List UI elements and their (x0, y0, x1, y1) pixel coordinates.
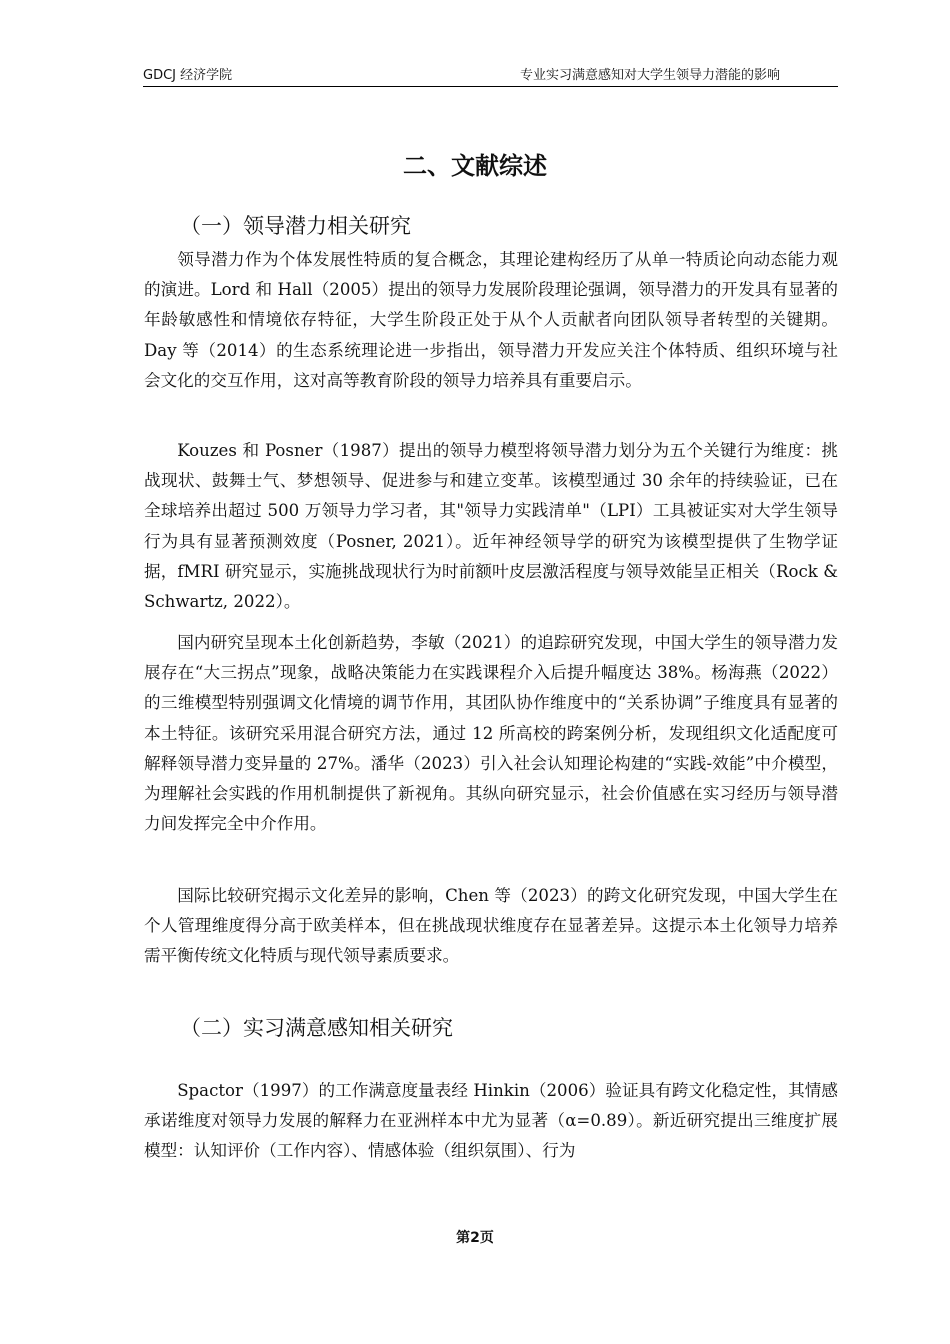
page-number: 第2页 (456, 1230, 494, 1246)
header-thesis-title: 专业实习满意感知对大学生领导力潜能的影响 (519, 68, 780, 83)
chapter-title: 二、文献综述 (403, 152, 547, 180)
header-school-name: GDCJ 经济学院 (143, 68, 233, 83)
section-title-leadership-potential: （一）领导潜力相关研究 (180, 214, 411, 238)
section-title-internship-satisfaction: （二）实习满意感知相关研究 (180, 1016, 453, 1040)
page-header (143, 66, 838, 87)
paragraph: Kouzes 和 Posner（1987）提出的领导力模型将领导潜力划分为五个关键行为维度：挑战现状、鼓舞士气、梦想领导、促进参与和建立变革。该模型通过 30 余年的持续验证，已在全球培养出超过 500 万领导力学习者，其"领导力实践清单"（LPI）工具被证实对大学生领导行为具有显著预测效度（Posner, 2021）。近年神经领导学的研究为该模型提供了生物学证据，fMRI 研究显示，实施挑战现状行为时前额叶皮层激活程度与领导效能呈正相关（Rock & Schwartz, 2022）。 (144, 441, 838, 612)
paragraph: 国际比较研究揭示文化差异的影响，Chen 等（2023）的跨文化研究发现，中国大学生在个人管理维度得分高于欧美样本，但在挑战现状维度存在显著差异。这提示本土化领导力培养需平衡传统文化特质与现代领导素质要求。 (144, 886, 838, 966)
paragraph: 国内研究呈现本土化创新趋势，李敏（2021）的追踪研究发现，中国大学生的领导潜力发展存在“大三拐点”现象，战略决策能力在实践课程介入后提升幅度达 38%。杨海燕（2022）的三维模型特别强调文化情境的调节作用，其团队协作维度中的“关系协调”子维度具有显著的本土特征。该研究采用混合研究方法，通过 12 所高校的跨案例分析，发现组织文化适配度可解释领导潜力变异量的 27%。潘华（2023）引入社会认知理论构建的“实践-效能”中介模型，为理解社会实践的作用机制提供了新视角。其纵向研究显示，社会价值感在实习经历与领导潜力间发挥完全中介作用。 (144, 633, 838, 834)
paragraph: Spactor（1997）的工作满意度量表经 Hinkin（2006）验证具有跨文化稳定性，其情感承诺维度对领导力发展的解释力在亚洲样本中尤为显著（α=0.89）。新近研究提出三维度扩展模型：认知评价（工作内容）、情感体验（组织氛围）、行为 (144, 1081, 838, 1161)
paragraph: 领导潜力作为个体发展性特质的复合概念，其理论建构经历了从单一特质论向动态能力观的演进。Lord 和 Hall（2005）提出的领导力发展阶段理论强调，领导潜力的开发具有显著的年龄敏感性和情境依存特征，大学生阶段正处于从个人贡献者向团队领导者转型的关键期。Day 等（2014）的生态系统理论进一步指出，领导潜力开发应关注个体特质、组织环境与社会文化的交互作用，这对高等教育阶段的领导力培养具有重要启示。 (144, 250, 838, 390)
